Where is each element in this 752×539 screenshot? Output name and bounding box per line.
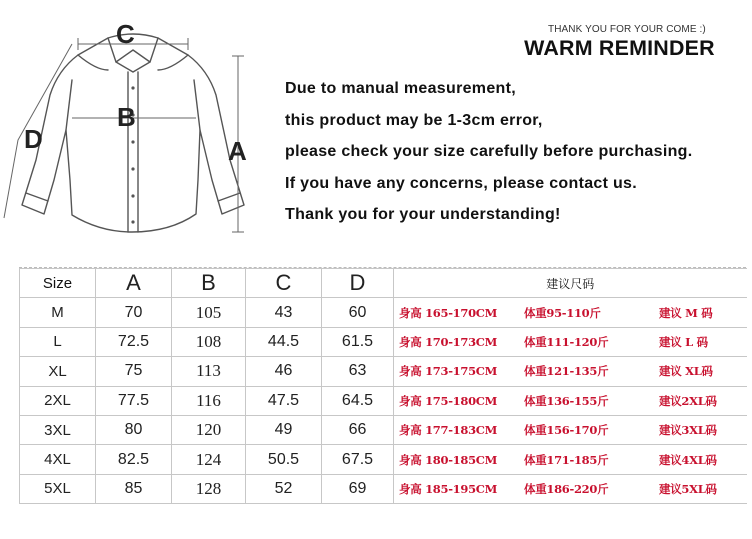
header-c: C (246, 269, 322, 298)
cell-a: 70 (96, 298, 172, 327)
cell-d: 66 (322, 415, 394, 444)
table-row (20, 327, 747, 356)
cell-d: 64.5 (322, 386, 394, 415)
cell-c: 46 (246, 357, 322, 386)
rec-height: 身高 185-195CM (399, 481, 498, 496)
cell-d: 61.5 (322, 327, 394, 356)
shirt-body (22, 38, 244, 232)
cell-c: 47.5 (246, 386, 322, 415)
shirt-placket (128, 72, 138, 232)
cell-recommendation (394, 415, 747, 444)
cell-recommendation (394, 357, 747, 386)
cell-size: L (20, 327, 96, 356)
rec-size: 建议 M 码 (659, 305, 713, 320)
cell-size: M (20, 298, 96, 327)
cell-b: 108 (172, 327, 246, 356)
thanks-note: THANK YOU FOR YOUR COME :) (548, 24, 706, 35)
cell-b: 128 (172, 474, 246, 503)
header-b: B (172, 269, 246, 298)
cell-a: 80 (96, 415, 172, 444)
rec-weight: 体重136-155斤 (524, 393, 609, 408)
cell-size: 4XL (20, 445, 96, 474)
rec-weight: 体重156-170斤 (524, 423, 609, 438)
table-row (20, 415, 747, 444)
table-row (20, 474, 747, 503)
rec-height: 身高 165-170CM (399, 305, 498, 320)
cell-c: 52 (246, 474, 322, 503)
cell-b: 116 (172, 386, 246, 415)
rec-size: 建议 XL码 (659, 364, 713, 379)
cell-a: 72.5 (96, 327, 172, 356)
cell-size: XL (20, 357, 96, 386)
header-recommendation: 建议尺码 (394, 269, 747, 298)
cell-recommendation (394, 327, 747, 356)
table-row (20, 386, 747, 415)
cell-d: 67.5 (322, 445, 394, 474)
table-header-row (20, 269, 747, 298)
cell-d: 63 (322, 357, 394, 386)
dimension-label-c: C (116, 19, 135, 49)
cell-b: 120 (172, 415, 246, 444)
dimension-label-b: B (117, 102, 136, 132)
rec-size: 建议5XL码 (659, 481, 717, 496)
rec-size: 建议4XL码 (659, 452, 717, 467)
header-d: D (322, 269, 394, 298)
rec-weight: 体重95-110斤 (524, 305, 601, 320)
rec-height: 身高 175-180CM (399, 393, 498, 408)
notice-line: this product may be 1-3cm error, (285, 112, 543, 129)
cell-c: 50.5 (246, 445, 322, 474)
notice-line: If you have any concerns, please contact us. (285, 175, 637, 192)
notice-line: please check your size carefully before purchasing. (285, 143, 693, 160)
table-row (20, 298, 747, 327)
cell-c: 44.5 (246, 327, 322, 356)
rec-weight: 体重121-135斤 (524, 364, 609, 379)
notice-line: Thank you for your understanding! (285, 206, 561, 223)
rec-size: 建议 L 码 (659, 334, 708, 349)
rec-weight: 体重186-220斤 (524, 481, 609, 496)
cell-size: 5XL (20, 474, 96, 503)
cell-recommendation (394, 474, 747, 503)
cell-b: 113 (172, 357, 246, 386)
header-size: Size (20, 269, 96, 298)
cell-a: 77.5 (96, 386, 172, 415)
table-row (20, 445, 747, 474)
cell-a: 82.5 (96, 445, 172, 474)
cell-c: 49 (246, 415, 322, 444)
cell-b: 124 (172, 445, 246, 474)
cell-c: 43 (246, 298, 322, 327)
header-a: A (96, 269, 172, 298)
cell-b: 105 (172, 298, 246, 327)
cell-size: 2XL (20, 386, 96, 415)
rec-height: 身高 173-175CM (399, 364, 498, 379)
cell-recommendation (394, 445, 747, 474)
cell-d: 60 (322, 298, 394, 327)
table-row (20, 357, 747, 386)
reminder-title: WARM REMINDER (524, 37, 715, 60)
cell-d: 69 (322, 474, 394, 503)
cell-recommendation (394, 298, 747, 327)
dimension-label-a: A (228, 136, 247, 166)
notice-line: Due to manual measurement, (285, 80, 516, 97)
rec-weight: 体重171-185斤 (524, 452, 609, 467)
rec-height: 身高 177-183CM (399, 423, 498, 438)
size-chart-table (19, 268, 747, 504)
rec-height: 身高 180-185CM (399, 452, 498, 467)
rec-size: 建议2XL码 (659, 393, 717, 408)
rec-size: 建议3XL码 (659, 423, 717, 438)
cell-recommendation (394, 386, 747, 415)
rec-weight: 体重111-120斤 (524, 334, 609, 349)
dimension-label-d: D (24, 124, 43, 154)
cell-a: 85 (96, 474, 172, 503)
cell-a: 75 (96, 357, 172, 386)
rec-height: 身高 170-173CM (399, 334, 498, 349)
cell-size: 3XL (20, 415, 96, 444)
